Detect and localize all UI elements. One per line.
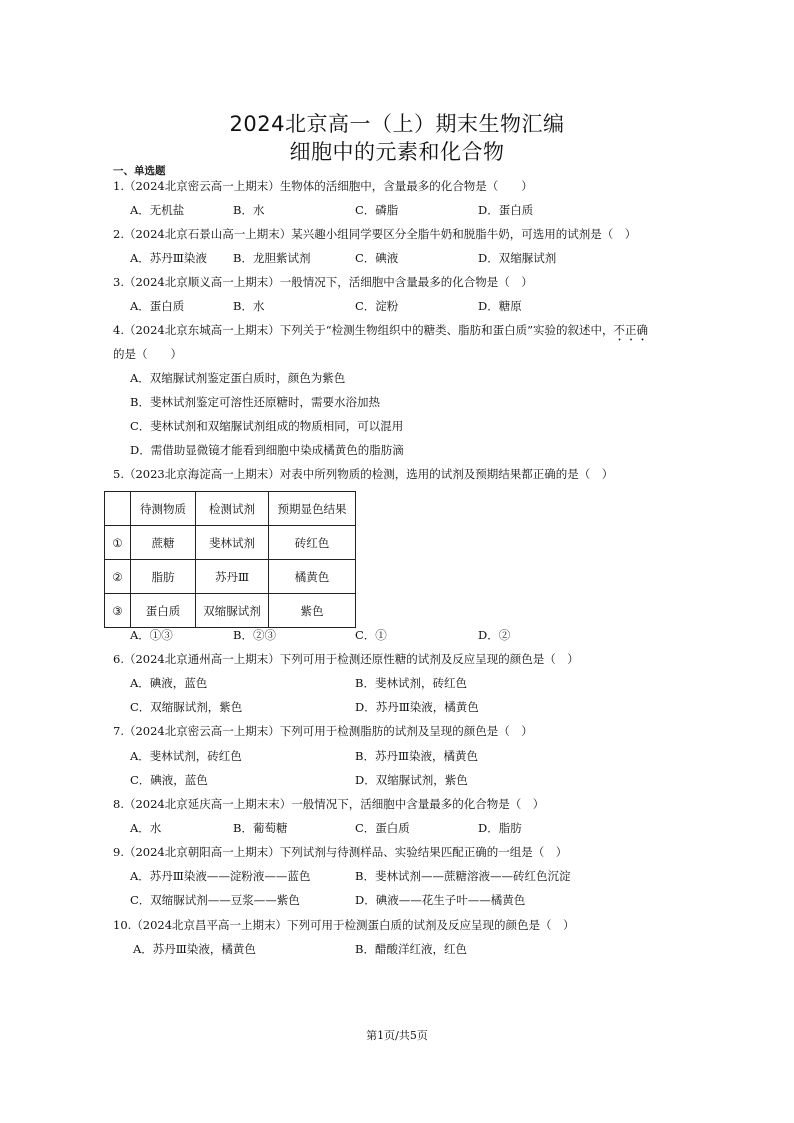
- question-5-option-b: B．②③: [233, 628, 276, 642]
- question-3-stem: 3.（2024北京顺义高一上期末）一般情况下，活细胞中含量最多的化合物是（ ）: [113, 275, 533, 289]
- question-6-option-b: B．斐林试剂，砖红色: [355, 676, 467, 690]
- question-6-option-c: C．双缩脲试剂，紫色: [130, 700, 243, 714]
- question-4-stem-continued: 的是（ ）: [113, 347, 182, 361]
- question-1-option-b: B．水: [233, 203, 265, 217]
- table-cell: ③: [105, 594, 131, 628]
- table-cell: 紫色: [269, 594, 356, 628]
- question-9-option-c: C．双缩脲试剂——豆浆——紫色: [130, 893, 300, 907]
- question-3-option-a: A．蛋白质: [130, 299, 185, 313]
- question-4-emphasis: 不正确: [613, 323, 648, 337]
- question-8-option-c: C．蛋白质: [355, 821, 410, 835]
- table-header-cell: 预期显色结果: [269, 492, 356, 526]
- question-4-option-d: D．需借助显微镜才能看到细胞中染成橘黄色的脂肪滴: [130, 443, 404, 457]
- question-5-table: [104, 491, 356, 628]
- question-5-option-d: D．②: [478, 628, 511, 642]
- question-8-option-b: B．葡萄糖: [233, 821, 288, 835]
- question-9-option-a: A．苏丹Ⅲ染液——淀粉液——蓝色: [130, 869, 311, 883]
- question-4-stem: [113, 323, 648, 344]
- question-4-option-c: C．斐林试剂和双缩脲试剂组成的物质相同，可以混用: [130, 419, 404, 433]
- question-2-option-a: A．苏丹Ⅲ染液: [130, 251, 207, 265]
- question-7-option-a: A．斐林试剂，砖红色: [130, 749, 242, 763]
- question-6-stem: 6.（2024北京通州高一上期末）下列可用于检测还原性糖的试剂及反应呈现的颜色是（ ）: [113, 652, 579, 666]
- table-cell: ①: [105, 526, 131, 560]
- table-cell: 蛋白质: [131, 594, 196, 628]
- question-5-option-a: A．①③: [130, 628, 173, 642]
- table-cell: 双缩脲试剂: [196, 594, 269, 628]
- question-4-option-b: B．斐林试剂鉴定可溶性还原糖时，需要水浴加热: [130, 395, 380, 409]
- table-header-cell: 待测物质: [131, 492, 196, 526]
- table-cell: ②: [105, 560, 131, 594]
- table-cell: 脂肪: [131, 560, 196, 594]
- question-7-stem: 7.（2024北京密云高一上期末）下列可用于检测脂肪的试剂及呈现的颜色是（ ）: [113, 724, 533, 738]
- table-row: [105, 594, 356, 628]
- question-2-stem: 2.（2024北京石景山高一上期末）某兴趣小组同学要区分全脂牛奶和脱脂牛奶，可选用的试剂是（ ）: [113, 227, 637, 241]
- section-heading: 一、单选题: [113, 165, 166, 177]
- question-8-option-d: D．脂肪: [478, 821, 522, 835]
- question-10-option-b: B．醋酸洋红液，红色: [355, 942, 467, 956]
- question-1-stem: 1.（2024北京密云高一上期末）生物体的活细胞中，含量最多的化合物是（ ）: [113, 179, 533, 193]
- question-3-option-c: C．淀粉: [355, 299, 399, 313]
- table-cell: 砖红色: [269, 526, 356, 560]
- question-7-option-b: B．苏丹Ⅲ染液，橘黄色: [355, 749, 479, 763]
- question-1-option-a: A．无机盐: [130, 203, 185, 217]
- table-cell: 蔗糖: [131, 526, 196, 560]
- table-row: [105, 560, 356, 594]
- question-2-option-d: D．双缩脲试剂: [478, 251, 557, 265]
- question-3-option-b: B．水: [233, 299, 265, 313]
- question-8-option-a: A．水: [130, 821, 162, 835]
- table-header-cell: 检测试剂: [196, 492, 269, 526]
- table-row: [105, 526, 356, 560]
- question-5-option-c: C．①: [355, 628, 387, 642]
- question-2-option-b: B．龙胆紫试剂: [233, 251, 311, 265]
- question-3-option-d: D．糖原: [478, 299, 522, 313]
- page-number: 第1页/共5页: [366, 1029, 428, 1042]
- question-9-stem: 9.（2024北京朝阳高一上期末）下列试剂与待测样品、实验结果匹配正确的一组是（ ）: [113, 845, 568, 859]
- question-7-option-d: D．双缩脲试剂，紫色: [355, 773, 468, 787]
- question-6-option-a: A．碘液，蓝色: [130, 676, 208, 690]
- question-10-stem: 10.（2024北京昌平高一上期末）下列可用于检测蛋白质的试剂及反应呈现的颜色是（ ）: [113, 918, 575, 932]
- question-9-option-b: B．斐林试剂——蔗糖溶液——砖红色沉淀: [355, 869, 571, 883]
- question-1-option-c: C．磷脂: [355, 203, 399, 217]
- table-cell: 苏丹Ⅲ: [196, 560, 269, 594]
- question-8-stem: 8.（2024北京延庆高一上期末末）一般情况下，活细胞中含量最多的化合物是（ ）: [113, 797, 545, 811]
- table-cell: 橘黄色: [269, 560, 356, 594]
- page-title: 2024北京高一（上）期末生物汇编: [229, 112, 565, 136]
- question-6-option-d: D．苏丹Ⅲ染液，橘黄色: [355, 700, 479, 714]
- question-2-option-c: C．碘液: [355, 251, 399, 265]
- question-4-stem-part1: 4.（2024北京东城高一上期末）下列关于“检测生物组织中的糖类、脂肪和蛋白质”实验的叙述中，: [113, 323, 614, 337]
- question-4-option-a: A．双缩脲试剂鉴定蛋白质时，颜色为紫色: [130, 371, 346, 385]
- question-9-option-d: D．碘液——花生子叶——橘黄色: [355, 893, 526, 907]
- table-header-row: [105, 492, 356, 526]
- table-cell: 斐林试剂: [196, 526, 269, 560]
- question-1-option-d: D．蛋白质: [478, 203, 534, 217]
- question-5-stem: 5.（2023北京海淀高一上期末）对表中所列物质的检测，选用的试剂及预期结果都正确的是（ ）: [113, 467, 614, 481]
- question-7-option-c: C．碘液，蓝色: [130, 773, 208, 787]
- page-subtitle: 细胞中的元素和化合物: [289, 140, 505, 164]
- table-header-cell: [105, 492, 131, 526]
- question-10-option-a: A．苏丹Ⅲ染液，橘黄色: [133, 942, 256, 956]
